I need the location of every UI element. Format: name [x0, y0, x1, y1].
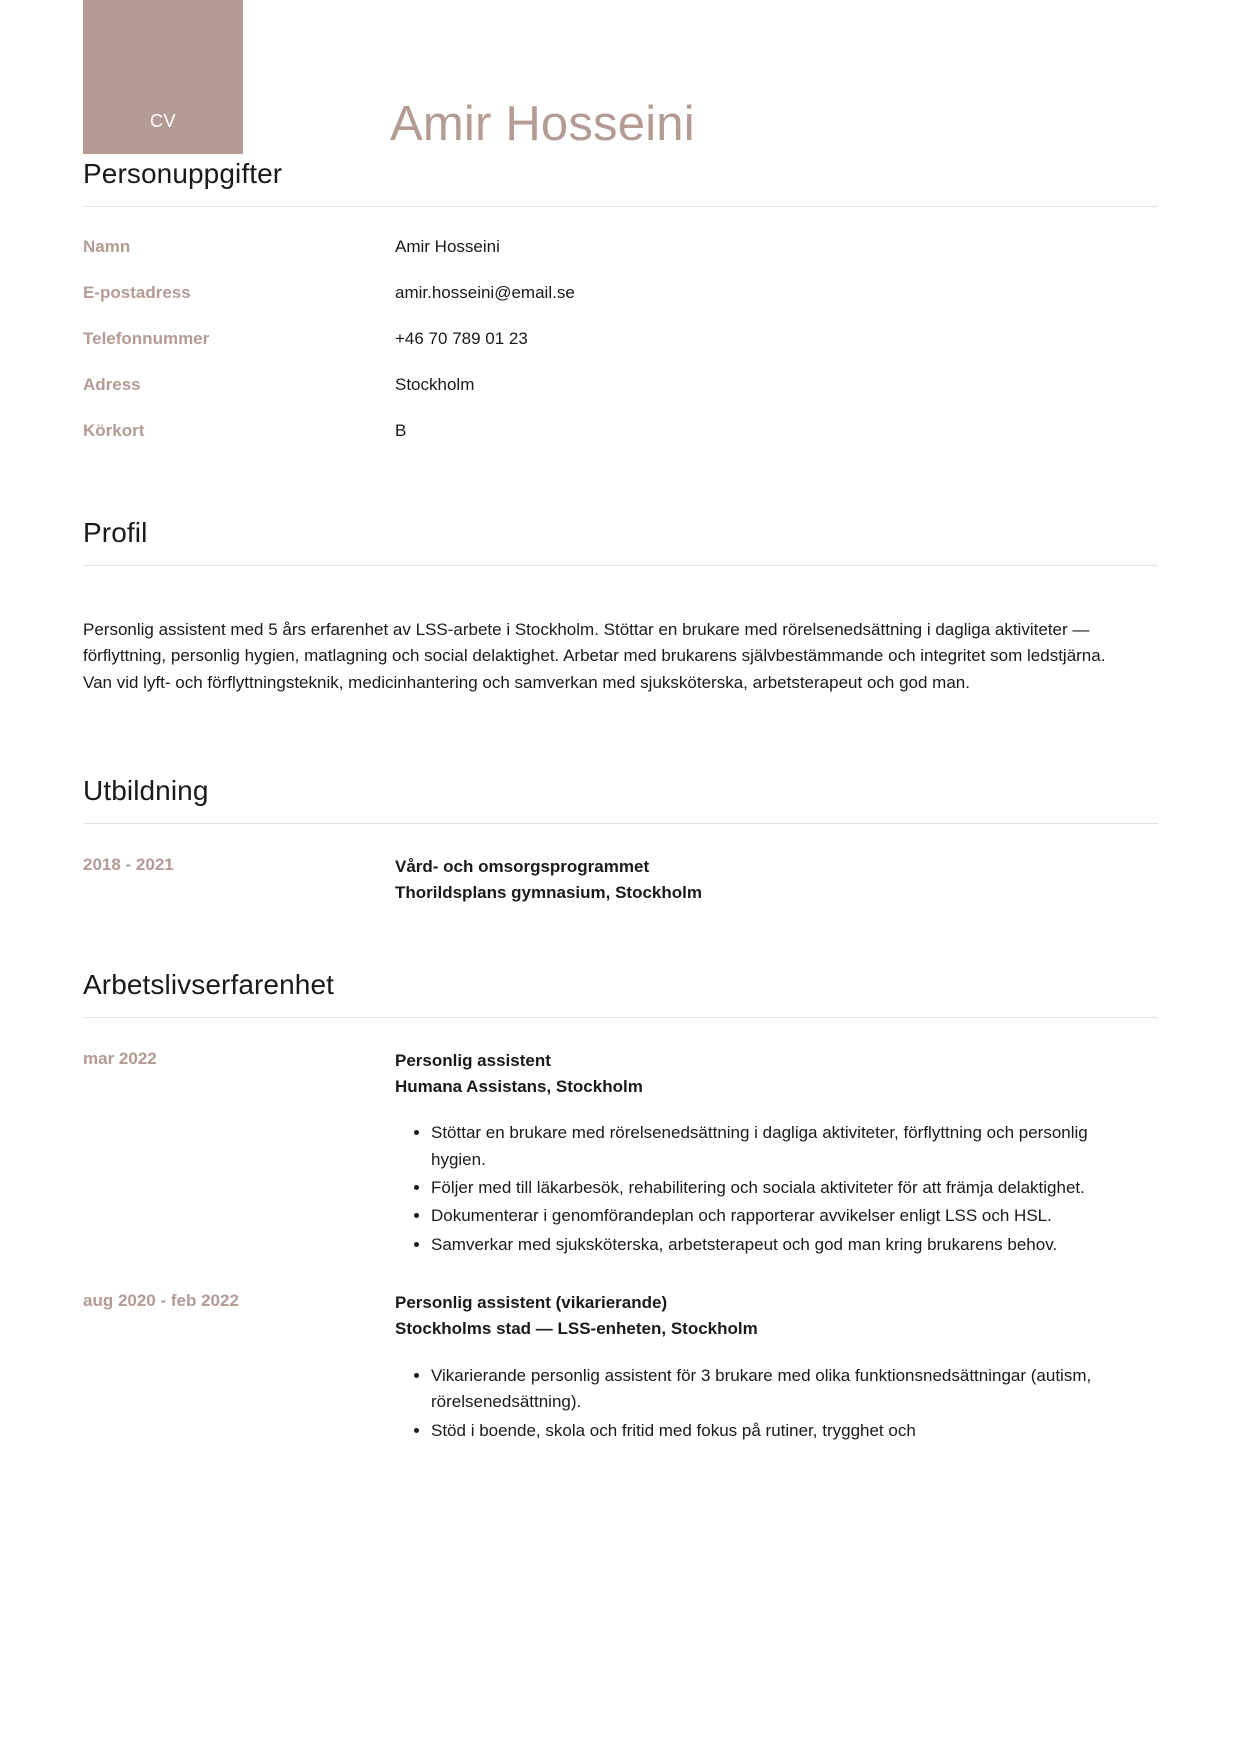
- entry-date: mar 2022: [83, 1048, 157, 1068]
- section-profile: [83, 517, 1158, 696]
- section-title-work: Arbetslivserfarenhet: [83, 968, 335, 1000]
- detail-label: Namn: [83, 237, 131, 256]
- detail-value: Stockholm: [395, 375, 475, 394]
- section-title-education: Utbildning: [83, 775, 209, 807]
- list-item: • Stöd i boende, skola och fritid med fokus på rutiner, trygghet och: [431, 1418, 1095, 1444]
- detail-label: Körkort: [83, 421, 145, 440]
- entry-bullet-list: [395, 1120, 1095, 1258]
- detail-row-epostadress: [83, 283, 1158, 303]
- list-item: • Samverkar med sjuksköterska, arbetsterapeut och god man kring brukarens behov.: [431, 1232, 1095, 1258]
- section-personal-details: [83, 158, 1158, 441]
- section-divider-profile: [83, 565, 1158, 566]
- section-education: [83, 775, 1158, 907]
- cv-content: [0, 158, 1241, 1446]
- work-entry: [83, 1260, 1158, 1446]
- entry-organization: Stockholms stad — LSS-enheten, Stockholm: [395, 1319, 758, 1339]
- detail-value: +46 70 789 01 23: [395, 329, 528, 348]
- entry-body: [395, 1290, 1095, 1446]
- list-item: • Vikarierande personlig assistent för 3 brukare med olika funktionsnedsättningar (autism, rörelsenedsättning).: [431, 1363, 1095, 1416]
- entry-title: Personlig assistent: [395, 1050, 551, 1070]
- spacer: [83, 907, 1158, 969]
- spacer: [83, 467, 1158, 517]
- detail-row-telefonnummer: [83, 329, 1158, 349]
- entry-organization: Humana Assistans, Stockholm: [395, 1077, 643, 1097]
- list-item: • Följer med till läkarbesök, rehabilitering och sociala aktiviteter för att främja delaktighet.: [431, 1175, 1095, 1201]
- list-item: • Dokumenterar i genomförandeplan och rapporterar avvikelser enligt LSS och HSL.: [431, 1203, 1095, 1229]
- detail-label: Telefonnummer: [83, 329, 210, 348]
- work-entry: [83, 1018, 1158, 1260]
- detail-value: amir.hosseini@email.se: [395, 283, 575, 302]
- page-title: Amir Hosseini: [390, 97, 695, 151]
- entry-bullet-list: [395, 1363, 1095, 1444]
- detail-value: Amir Hosseini: [395, 237, 500, 256]
- cv-logo-label: CV: [149, 111, 176, 131]
- entry-date: aug 2020 - feb 2022: [83, 1291, 239, 1311]
- education-entry: [83, 824, 1158, 907]
- entry-title: Personlig assistent (vikarierande): [395, 1293, 668, 1313]
- detail-label: Adress: [83, 375, 141, 394]
- entry-body: [395, 1048, 1095, 1260]
- section-work-experience: [83, 969, 1158, 1446]
- profile-paragraph: Personlig assistent med 5 års erfarenhet av LSS-arbete i Stockholm. Stöttar en brukare med rörelsenedsättning i dagliga aktiviteter — förflyttning, personlig hygien, matlagning och social delaktighet. Arbetar med brukarens självbestämmande och integritet som ledstjärna. Van vid lyft- och förflyttningsteknik, medicinhantering och samverkan med sjuksköterska, arbetsterapeut och god man.: [83, 620, 1106, 692]
- detail-row-namn: [83, 237, 1158, 257]
- cv-logo-block: [83, 0, 243, 154]
- cv-header: [0, 0, 1241, 158]
- detail-value: B: [395, 421, 407, 440]
- section-title-profile: Profil: [83, 517, 148, 548]
- detail-row-korkort: [83, 421, 1158, 441]
- spacer: [83, 713, 1158, 775]
- section-title-personal: Personuppgifter: [83, 158, 283, 189]
- entry-organization: Thorildsplans gymnasium, Stockholm: [395, 883, 702, 903]
- detail-row-adress: [83, 375, 1158, 395]
- detail-label: E-postadress: [83, 283, 191, 302]
- personal-details-list: [83, 207, 1158, 441]
- entry-date: 2018 - 2021: [83, 855, 174, 875]
- list-item: • Stöttar en brukare med rörelsenedsättning i dagliga aktiviteter, förflyttning och personlig hygien.: [431, 1120, 1095, 1173]
- entry-title: Vård- och omsorgsprogrammet: [395, 857, 650, 877]
- entry-body: [395, 854, 1095, 907]
